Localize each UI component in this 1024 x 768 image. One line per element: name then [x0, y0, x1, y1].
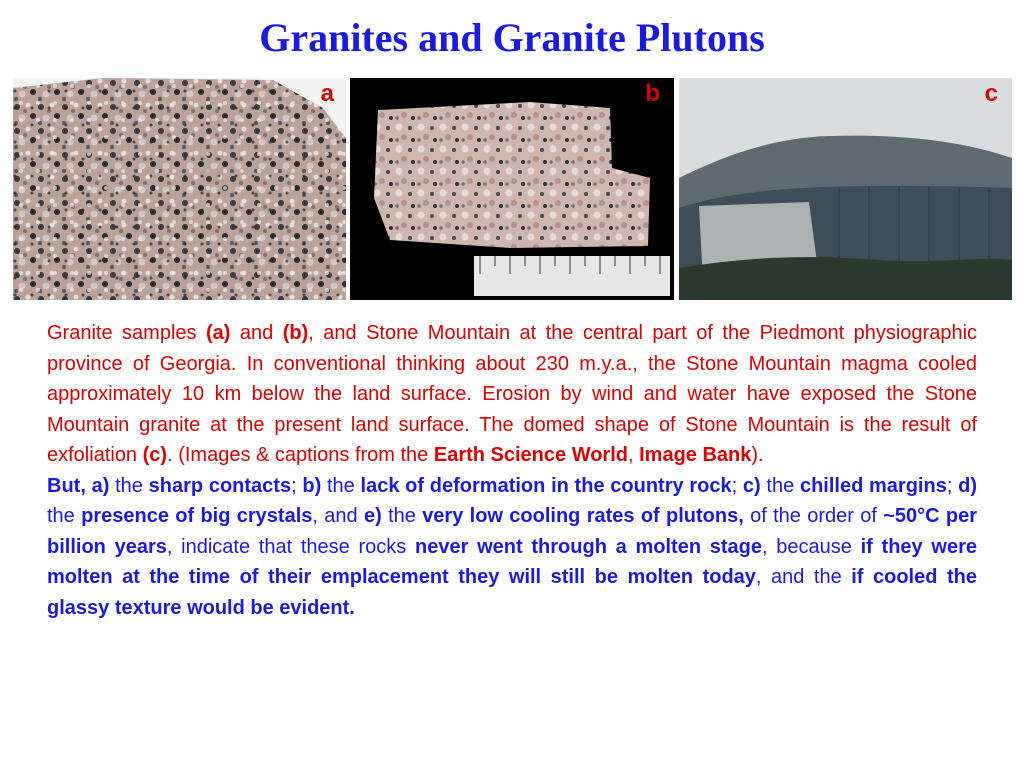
photo-label-c: c: [984, 80, 998, 107]
slide-title: Granites and Granite Plutons: [259, 15, 765, 60]
photo-label-a: a: [320, 80, 334, 107]
granite-sample-b-photo: [350, 78, 674, 300]
caption: [47, 318, 977, 623]
caption-paragraph-1: Granite samples (a) and (b), and Stone Mountain at the central part of the Piedmont physiographic province of Georgia. In conventional thinking about 230 m.y.a., the Stone Mountain magma cooled approximately 10 km below the land surface. Erosion by wind and water have exposed the Stone Mountain granite at the present land surface. The domed shape of Stone Mountain is the result of exfoliation (c). (Images & captions from the Earth Science World, Image Bank).: [47, 322, 978, 466]
stone-mountain-photo: [679, 78, 1012, 300]
photo-label-b: b: [645, 80, 660, 107]
caption-paragraph-2: But, a) the sharp contacts; b) the lack of deformation in the country rock; c) the chilled margins; d) the presence of big crystals, and e) the very low cooling rates of plutons, of the order of ~50°C per billion years, indicate that these rocks never went through a molten stage, because if they were molten at the time of their emplacement they will still be molten today, and the if cooled the glassy texture would be evident.: [47, 474, 978, 619]
granite-sample-a-photo: [13, 78, 346, 300]
